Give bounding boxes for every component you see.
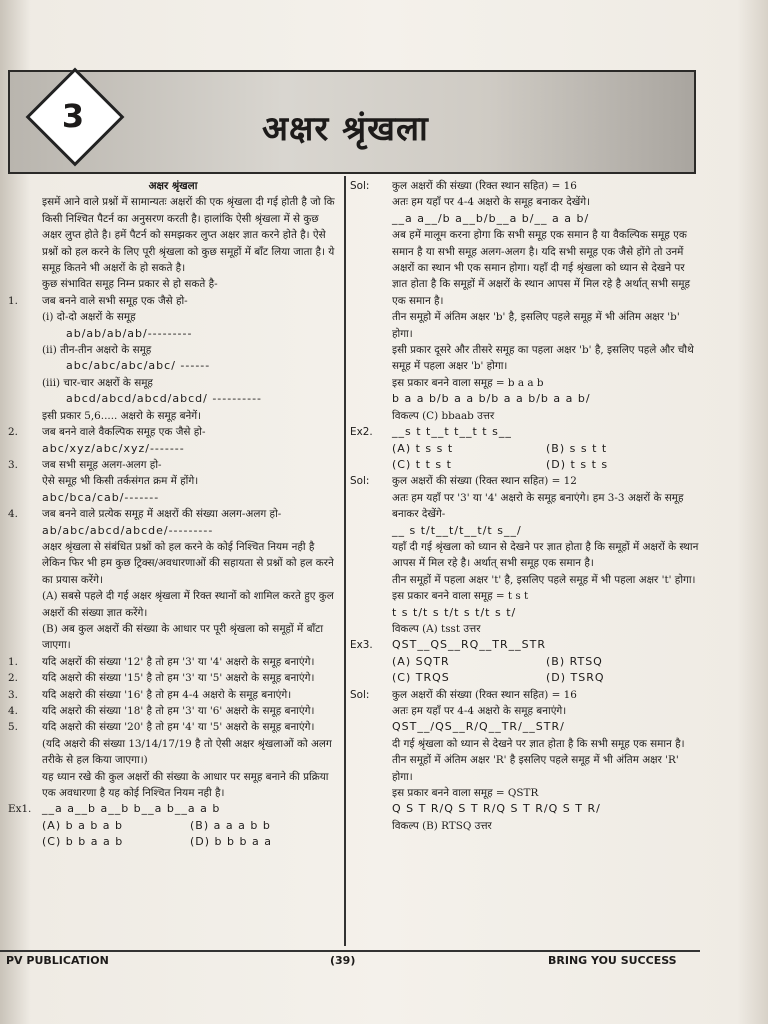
solution-3 [350, 687, 700, 703]
solution-series: b a a b/b a a b/b a a b/b a a b/ [392, 392, 591, 406]
solution-line: इस प्रकार बनने वाला समूह = QSTR [392, 787, 539, 800]
solution-line: कुल अक्षरों की संख्या (रिक्त स्थान सहित) = 12 [392, 475, 577, 488]
point-text: जब बनने वाले सभी समूह एक जैसे हो- [42, 294, 188, 307]
solution-answer: विकल्प (B) RTSQ उत्तर [392, 819, 492, 832]
step-label: (A) [42, 590, 58, 603]
rule-number: 1. [8, 655, 18, 668]
right-column [350, 178, 700, 834]
rule-2 [8, 670, 338, 686]
example-2-options [392, 441, 700, 474]
solution-series: QST__/QS__R/Q__TR/__STR/ [392, 720, 565, 734]
rule-number: 4. [8, 705, 18, 717]
solution-1 [350, 178, 700, 194]
left-column [8, 178, 338, 851]
point-1 [8, 293, 338, 309]
solution-line: अब हमें मालूम करना होगा कि सभी समूह एक समान है या वैकल्पिक समूह एक समान है या सभी समूह अलग-अलग है। यदि सभी समूह एक जैसे होंगे तो उनमें अक्षरों का स्थान भी एक समान होगा। यहाँ दी गई श्रृंखला को ध्यान से देखने पर ज्ञात होता है कि समूहों में अक्षरों के स्थान आपस में मिल रहे है अर्थात् सभी समूह एक समान है। [392, 229, 690, 307]
column-divider [344, 176, 346, 946]
example-2 [350, 424, 700, 440]
solution-line: अतः हम यहाँ पर 4-4 अक्षरो के समूह बनाकर देखेंगे। [392, 196, 591, 209]
step-a [42, 588, 338, 621]
option-c: (C) TRQS [392, 671, 450, 685]
point-example: abc/xyz/abc/xyz/------- [42, 441, 185, 455]
solution-2 [350, 473, 700, 489]
sub-text: दो-दो अक्षरों के समूह [56, 311, 136, 324]
point-text: जब सभी समूह अलग-अलग हो- [42, 458, 162, 471]
sub-text: चार-चार अक्षरों के समूह [63, 376, 153, 389]
solution-label: Sol: [350, 688, 370, 701]
intro-paragraph: इसमें आने वाले प्रश्नों में सामान्यतः अक्षरों की एक श्रृंखला दी गई होती है जो कि किसी निश्चित पैटर्न का अनुसरण करती है। हालांकि ऐसी श्रृंखला में से कुछ अक्षर लुप्त होते है। हमें पैटर्न को समझकर लुप्त अक्षर ज्ञात करने होते है। ऐसे प्रश्नों को हल करने के लिए पूरी श्रृंखला को कुछ समूहों में बाँट लिया जाता है। ये समूह कितने भी अक्षरों के हो सकते है। [42, 196, 335, 275]
point-number: 3. [8, 458, 18, 471]
solution-line: तीन समूहों में अंतिम अक्षर 'R' है इसलिए पहले समूह में भी अंतिम अक्षर 'R' होगा। [392, 754, 679, 783]
solution-line: यहाँ दी गई श्रृंखला को ध्यान से देखने पर ज्ञात होता है कि समूहों में अक्षरों के स्थान आपस में मिल रहे है। अर्थात् सभी समूह एक समान है। [392, 540, 699, 570]
example-3-options [392, 654, 700, 687]
step-b [42, 621, 338, 654]
sub-example: abcd/abcd/abcd/abcd/ ---------- [66, 392, 263, 406]
sub-point-ii [42, 342, 338, 358]
rule-text: यदि अक्षरो की संख्या '15' है तो हम '3' या '5' अक्षरो के समूह बनाएंगे। [42, 672, 315, 685]
option-b: (B) s s t t [546, 441, 608, 455]
option-c: (C) b b a a b [42, 835, 124, 849]
example-1-options [42, 818, 338, 851]
footer-rule [0, 950, 700, 952]
solution-line: अतः हम यहाँ पर 4-4 अक्षरो के समूह बनाएंगे। [392, 705, 567, 717]
publisher-name: PV PUBLICATION [6, 954, 109, 967]
rule-4 [8, 703, 338, 719]
solution-line: इस प्रकार बनने वाला समूह = t s t [392, 590, 529, 603]
option-b: (B) a a a b b [190, 818, 271, 832]
solution-answer: विकल्प (A) tsst उत्तर [392, 622, 481, 635]
rule-number: 3. [8, 688, 18, 701]
option-a: (A) b a b a b [42, 818, 124, 832]
rule-text: यदि अक्षरो की संख्या '16' है तो हम 4-4 अक्षरो के समूह बनाएंगे। [42, 688, 292, 701]
solution-line: कुल अक्षरों की संख्या (रिक्त स्थान सहित) = 16 [392, 180, 577, 192]
rule-text: यदि अक्षरो की संख्या '20' है तो हम '4' या '5' अक्षरो के समूह बनाएंगे। [42, 721, 315, 734]
example-label: Ex3. [350, 639, 373, 652]
solution-line: इसी प्रकार दूसरे और तीसरे समूह का पहला अक्षर 'b' है, इसलिए पहले और चौथे समूह में पहला अक्षर 'b' होगा। [392, 344, 694, 373]
option-a: (A) SQTR [392, 654, 450, 668]
point-example: abc/bca/cab/------- [42, 490, 160, 504]
solution-line: इस प्रकार बनने वाला समूह = b a a b [392, 376, 544, 389]
solution-label: Sol: [350, 180, 370, 192]
sub-label: (ii) [42, 344, 57, 357]
example-3 [350, 637, 700, 653]
example-label: Ex1. [8, 803, 32, 816]
point-text: जब बनने वाले वैकल्पिक समूह एक जैसे हो- [42, 426, 206, 439]
point-number: 4. [8, 508, 18, 521]
solution-answer: विकल्प (C) bbaab उत्तर [392, 409, 495, 422]
page-number: (39) [330, 954, 356, 967]
solution-line: तीन समूहो में अंतिम अक्षर 'b' है, इसलिए पहले समूह में भी अंतिम अक्षर 'b' होगा। [392, 311, 680, 340]
example-label: Ex2. [350, 426, 373, 439]
option-d: (D) b b b a a [190, 835, 272, 849]
step-text: सबसे पहले दी गई अक्षर श्रृंखला में रिक्त स्थानों को शामिल करते हुए कुल अक्षरों की संख्या ज्ञात करेंगे। [42, 590, 334, 619]
option-d: (D) TSRQ [546, 671, 605, 685]
method-paragraph: अक्षर श्रृंखला से संबंधित प्रश्नों को हल करने के कोई निश्चित नियम नही है लेकिन फिर भी हम कुछ ट्रिक्स/अवधारणाओं की सहायता से प्रश्नों को हल करने का प्रयास करेंगे। [42, 540, 334, 586]
step-text: अब कुल अक्षरों की संख्या के आधार पर पूरी श्रृंखला को समूहों में बाँटा जाएगा। [42, 622, 324, 652]
point-2 [8, 424, 338, 440]
possible-groups-text: कुछ संभावित समूह निम्न प्रकार से हो सकते है- [42, 278, 218, 291]
solution-line: तीन समूहों में पहला अक्षर 't' है, इसलिए पहले समूह में भी पहला अक्षर 't' होगा। [392, 573, 696, 586]
rule-5 [8, 719, 338, 735]
point-4 [8, 506, 338, 522]
sub-label: (i) [42, 311, 54, 324]
option-d: (D) t s t s [546, 457, 609, 471]
sub-label: (iii) [42, 376, 61, 389]
point-text: जब बनने वाले प्रत्येक समूह में अक्षरों की संख्या अलग-अलग हो- [42, 508, 282, 521]
rule-number: 2. [8, 672, 18, 685]
chapter-number: 3 [61, 97, 85, 135]
chapter-title: अक्षर श्रृंखला [262, 109, 429, 149]
point-number: 2. [8, 426, 18, 439]
rule-1 [8, 654, 338, 670]
example-question: QST__QS__RQ__TR__STR [392, 638, 547, 652]
sub-example: ab/ab/ab/ab/--------- [66, 326, 193, 340]
rule-text: यदि अक्षरों की संख्या '12' है तो हम '3' या '4' अक्षरो के समूह बनाएंगे। [42, 655, 315, 668]
sub-point-iii [42, 375, 338, 391]
step-label: (B) [42, 622, 58, 635]
sub-example: abc/abc/abc/abc/ ------ [66, 359, 211, 373]
solution-line: दी गई श्रृंखला को ध्यान से देखने पर ज्ञात होता है कि सभी समूह एक समान है। [392, 737, 685, 750]
sub-point-i [42, 309, 338, 325]
solution-series: __a a__/b a__b/b__a b/__ a a b/ [392, 211, 590, 225]
tagline: BRING YOU SUCCESS [548, 954, 677, 967]
point-3 [8, 457, 338, 473]
concept-note: यह ध्यान रखे की कुल अक्षरों की संख्या के आधार पर समूह बनाने की प्रक्रिया एक अवधारणा है यह कोई निश्चित नियम नही है। [42, 770, 329, 800]
example-question: __a a__b a__b b__a b__a a b [42, 802, 221, 816]
rule-text: यदि अक्षरो की संख्या '18' है तो हम '3' या '6' अक्षरो के समूह बनाएंगे। [42, 705, 315, 717]
section-heading: अक्षर श्रृंखला [148, 180, 198, 192]
solution-series: t s t/t s t/t s t/t s t/ [392, 605, 517, 619]
exception-note: (यदि अक्षरो की संख्या 13/14/17/19 है तो ऐसी अक्षर श्रृंखलाओं को अलग तरीके से हल किया जाएगा।) [42, 737, 332, 767]
rule-3 [8, 687, 338, 703]
rule-number: 5. [8, 721, 18, 734]
point-number: 1. [8, 294, 18, 307]
solution-series: Q S T R/Q S T R/Q S T R/Q S T R/ [392, 802, 601, 816]
solution-label: Sol: [350, 475, 370, 488]
solution-line: अतः हम यहाँ पर '3' या '4' अक्षरो के समूह बनाएंगे। हम 3-3 अक्षरों के समूह बनाकर देखेंगे- [392, 491, 684, 521]
sub-text: तीन-तीन अक्षरो के समूह [60, 344, 152, 357]
option-c: (C) t t s t [392, 457, 452, 471]
option-a: (A) t s s t [392, 441, 454, 455]
point-example: ab/abc/abcd/abcde/--------- [42, 523, 214, 537]
solution-line: कुल अक्षरों की संख्या (रिक्त स्थान सहित) = 16 [392, 688, 577, 701]
option-b: (B) RTSQ [546, 654, 603, 668]
example-1 [8, 801, 338, 817]
example-question: __s t t__t t__t t s__ [392, 425, 512, 439]
point-1-note: इसी प्रकार 5,6..... अक्षरो के समूह बनेगें। [42, 409, 202, 422]
point-text-2: ऐसे समूह भी किसी तर्कसंगत क्रम में होंगे। [42, 475, 199, 488]
solution-series: __ s t/t__t/t__t/t s__/ [392, 523, 522, 537]
